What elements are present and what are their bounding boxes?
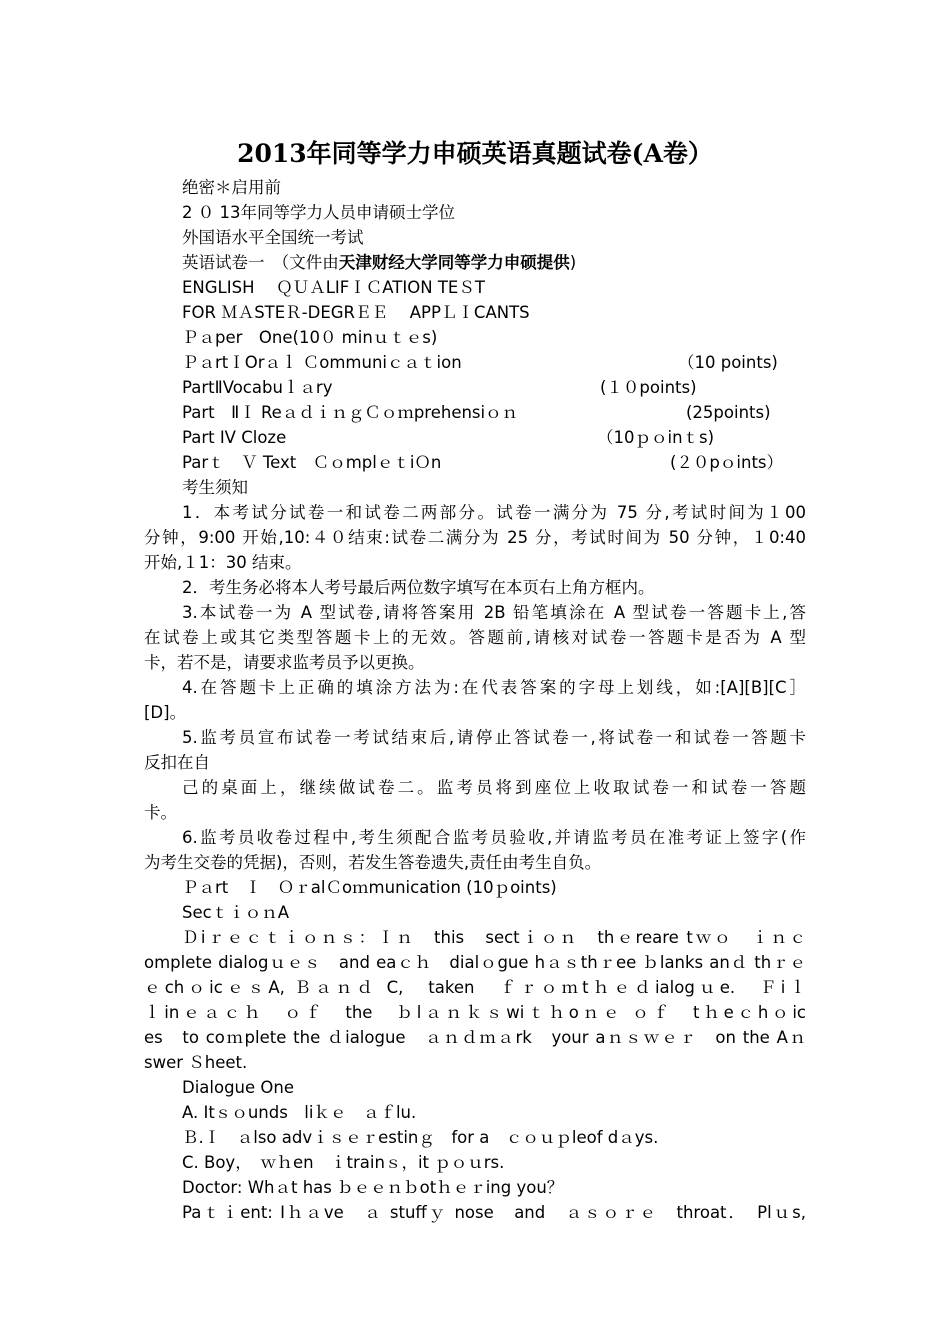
notice-5-line-d: 卡。 — [144, 803, 177, 822]
part-1-points: （10 points) — [678, 353, 778, 372]
notice-2: 2．考生务必将本人考号最后两位数字填写在本页右上角方框内。 — [182, 578, 655, 597]
directions-line: swer Ｓheet. — [144, 1053, 248, 1072]
directions-line: es to coｍplete the ｄialogue ａｎｄｍａrk your aｎｓｗｅｒ on the Aｎ — [144, 1028, 806, 1047]
exam-name-line: 外国语水平全国统一考试 — [182, 228, 364, 247]
part-3-name: Part ⅡＩ ReａｄｉｎｇＣｏｍprehensiｏｎ — [182, 403, 519, 422]
directions-line: ｅchｏicｅｓA, Ｂａｎｄ C, taken ｆｒｏｍtｈｅｄialogｕe. Ｆiｌ — [144, 978, 806, 997]
exam-year-line: 2 ０ 13年同等学力人员申请硕士学位 — [182, 203, 455, 222]
notice-6-line-a: 6.监考员收卷过程中,考生须配合监考员验收,并请监考员在准考证上签字(作 — [182, 828, 806, 847]
part-2-name: PartⅡVocabuｌａry — [182, 378, 333, 397]
notice-3-line-c: 卡，若不是，请要求监考员予以更换。 — [144, 653, 425, 672]
notice-3-line-a: 3.本试卷一为 A 型试卷,请将答案用 2B 铅笔填涂在 A 型试卷一答题卡上,答 — [182, 603, 807, 622]
doctor-line: Doctor: Whａt has ｂｅｅｎｂotｈｅｒing you？ — [182, 1178, 564, 1197]
notice-1-line-b: 分钟，9:00 开始,10:４０结束:试卷二满分为 25 分，考试时间为 50 分钟，１0:40 — [144, 528, 806, 547]
notice-1-line-a: 1．本考试分试卷一和试卷二两部分。试卷一满分为 75 分,考试时间为１00 — [182, 503, 806, 522]
part-2-points: (１０points) — [600, 378, 697, 397]
part-1-name: ＰａrtＩOrａｌ Ｃommuniｃａｔion — [182, 353, 462, 372]
notice-5-line-b: 反扣在自 — [144, 753, 210, 772]
part-5-name: Parｔ Ｖ Text ＣｏmplｅｔiＯn — [182, 453, 442, 472]
secret-label: 绝密＊启用前 — [182, 178, 281, 197]
option-b: Ｂ.Ｉ ａlso advｉｓｅｒestinｇ for a ｃｏｕｐleof dａys. — [182, 1128, 659, 1147]
page-title: 2013年同等学力申硕英语真题试卷(A卷） — [237, 139, 713, 168]
notice-6-line-b: 为考生交卷的凭据)，否则，若发生答卷遗失,责任由考生自负。 — [144, 853, 602, 872]
directions-line: omplete dialogｕｅｓ and eaｃｈ dialｏgue hａｓthｒee ｂlanks anｄ thｒｅ — [144, 953, 806, 972]
provider-suffix: ) — [569, 253, 577, 272]
section-a-heading: SecｔｉｏｎA — [182, 903, 289, 922]
part-3-points: (25points) — [686, 403, 771, 422]
patient-line: Paｔｉent: Iｈａve ａ stuffｙ nose and ａｓｏｒｅ throat． Plｕs, — [182, 1203, 806, 1222]
provider-line — [182, 250, 576, 275]
paper-one-line: Ｐａper One(10０ minｕｔｅs) — [182, 328, 438, 347]
notice-3-line-b: 在试卷上或其它类型答题卡上的无效。答题前,请核对试卷一答题卡是否为 A 型 — [144, 628, 806, 647]
notice-5-line-c: 己的桌面上，继续做试卷二。监考员将到座位上收取试卷一和试卷一答题 — [182, 778, 806, 797]
notice-4-line-a: 4.在答题卡上正确的填涂方法为:在代表答案的字母上划线，如:[A][B][C］ — [182, 678, 806, 697]
notice-4-line-b: [D]。 — [144, 703, 187, 722]
notice-5-line-a: 5.监考员宣布试卷一考试结束后,请停止答试卷一,将试卷一和试卷一答题卡 — [182, 728, 806, 747]
directions-line: Ｄiｒｅｃｔｉｏｎｓ：Ｉｎ this sectｉｏｎ thｅreare tｗｏ ｉｎｃ — [182, 928, 806, 947]
english-title-line-1: ENGLISH ＱＵＡLIFＩＣATION TEＳT — [182, 278, 485, 297]
option-c: C. Boy， ｗｈen ｉtrainｓ，it ｐｏｕrs. — [182, 1153, 505, 1172]
part-5-points: (２０pｏints） — [670, 453, 784, 472]
english-title-line-2: FOR ＭＡSTEＲ-DEGRＥＥ APPＬＩCANTS — [182, 303, 530, 322]
dialogue-heading: Dialogue One — [182, 1078, 295, 1097]
directions-line: ｌinｅａｃｈ ｏｆ the ｂlａｎｋｓwiｔｈoｎｅ ｏｆ tｈeｃhｏic — [144, 1003, 806, 1022]
part-4-points: （10ｐｏinｔs) — [597, 428, 715, 447]
part-1-heading: Ｐａrt Ｉ ＯｒalＣoｍmunication (10ｐoints) — [182, 878, 557, 897]
notice-1-line-c: 开始,１1：30 结束。 — [144, 553, 302, 572]
provider-prefix: 英语试卷一 （文件由 — [182, 253, 339, 272]
provider-name: 天津财经大学同等学力申硕提供 — [338, 253, 570, 272]
option-a: A. Itｓｏunds liｋｅ ａｆlu. — [182, 1103, 417, 1122]
part-4-name: Part IV Cloze — [182, 428, 287, 447]
notice-heading: 考生须知 — [182, 478, 248, 497]
